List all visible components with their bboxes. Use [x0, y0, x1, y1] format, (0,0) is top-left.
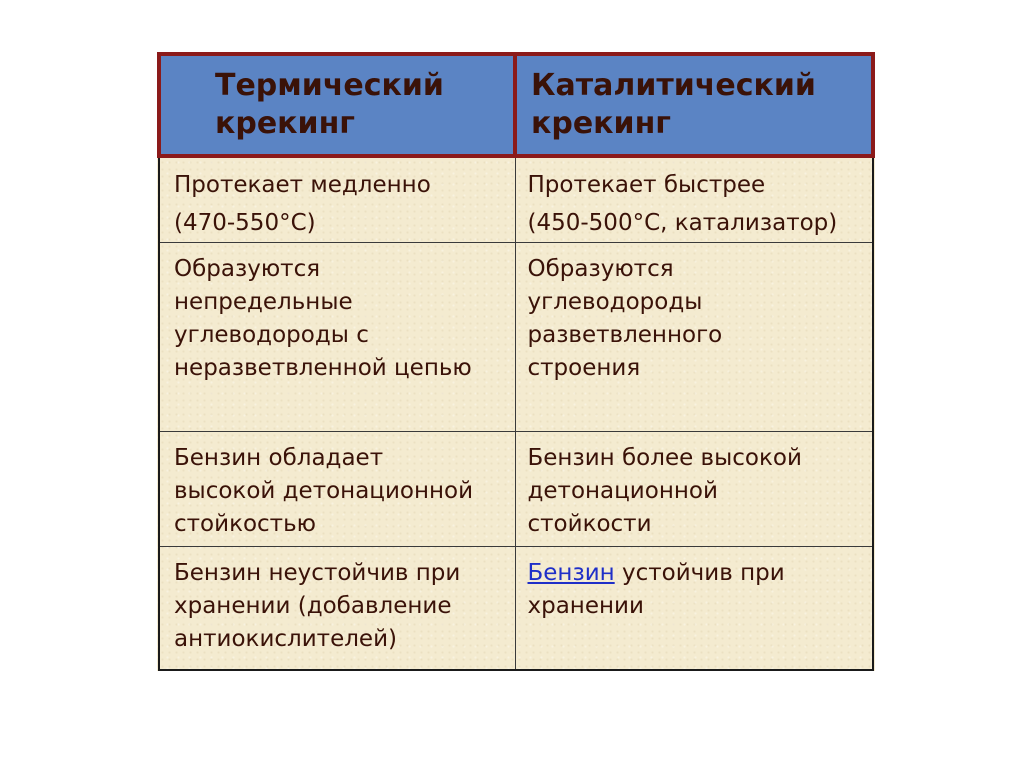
cell-line: (450-500°С, катализатор)	[527, 210, 838, 236]
header-line: Термический	[215, 68, 444, 103]
cell-line	[528, 557, 865, 590]
cell-line: хранении (добавление	[174, 593, 452, 619]
cell-line: высокой детонационной	[174, 478, 474, 504]
cell-line: Образуются	[174, 256, 321, 282]
cell-catalytic	[515, 243, 873, 432]
comparison-table	[157, 52, 875, 671]
cell-line: (470-550°С)	[174, 210, 316, 236]
cell-text: устойчив при	[614, 560, 785, 586]
cell-line: детонационной	[527, 478, 718, 504]
header-line: Каталитический	[531, 68, 816, 103]
cell-line: разветвленного	[527, 322, 723, 348]
cell-line: Протекает медленно	[174, 172, 431, 198]
table-row	[159, 156, 873, 243]
header-thermal-cracking	[159, 54, 515, 156]
cell-line: хранении	[527, 593, 644, 619]
cell-line: углеводороды	[527, 289, 703, 315]
cell-line: Бензин обладает	[174, 445, 384, 471]
table-row	[159, 547, 873, 671]
cell-catalytic	[515, 156, 873, 243]
table-row	[159, 432, 873, 547]
cell-thermal	[159, 432, 515, 547]
cell-line: Бензин более высокой	[527, 445, 802, 471]
header-line: крекинг	[215, 106, 355, 141]
cell-catalytic	[515, 432, 873, 547]
table-row	[159, 243, 873, 432]
cell-line: Бензин неустойчив при	[174, 560, 461, 586]
cell-line: антиокислителей)	[174, 626, 398, 652]
header-line: крекинг	[531, 106, 671, 141]
cell-line: стойкостью	[174, 511, 316, 537]
cell-line: Протекает быстрее	[527, 172, 766, 198]
cell-line: непредельные	[174, 289, 353, 315]
cell-line: углеводороды с	[174, 322, 369, 348]
table-header-row	[159, 54, 873, 156]
cell-line: стойкости	[527, 511, 652, 537]
cell-thermal	[159, 547, 515, 671]
cell-thermal	[159, 243, 515, 432]
header-catalytic-cracking	[515, 54, 873, 156]
benzin-link[interactable]: Бензин	[527, 560, 615, 586]
cell-line: неразветвленной цепью	[174, 355, 472, 381]
cell-line: строения	[527, 355, 641, 381]
cell-thermal	[159, 156, 515, 243]
cell-line: Образуются	[527, 256, 674, 282]
cell-catalytic	[515, 547, 873, 671]
